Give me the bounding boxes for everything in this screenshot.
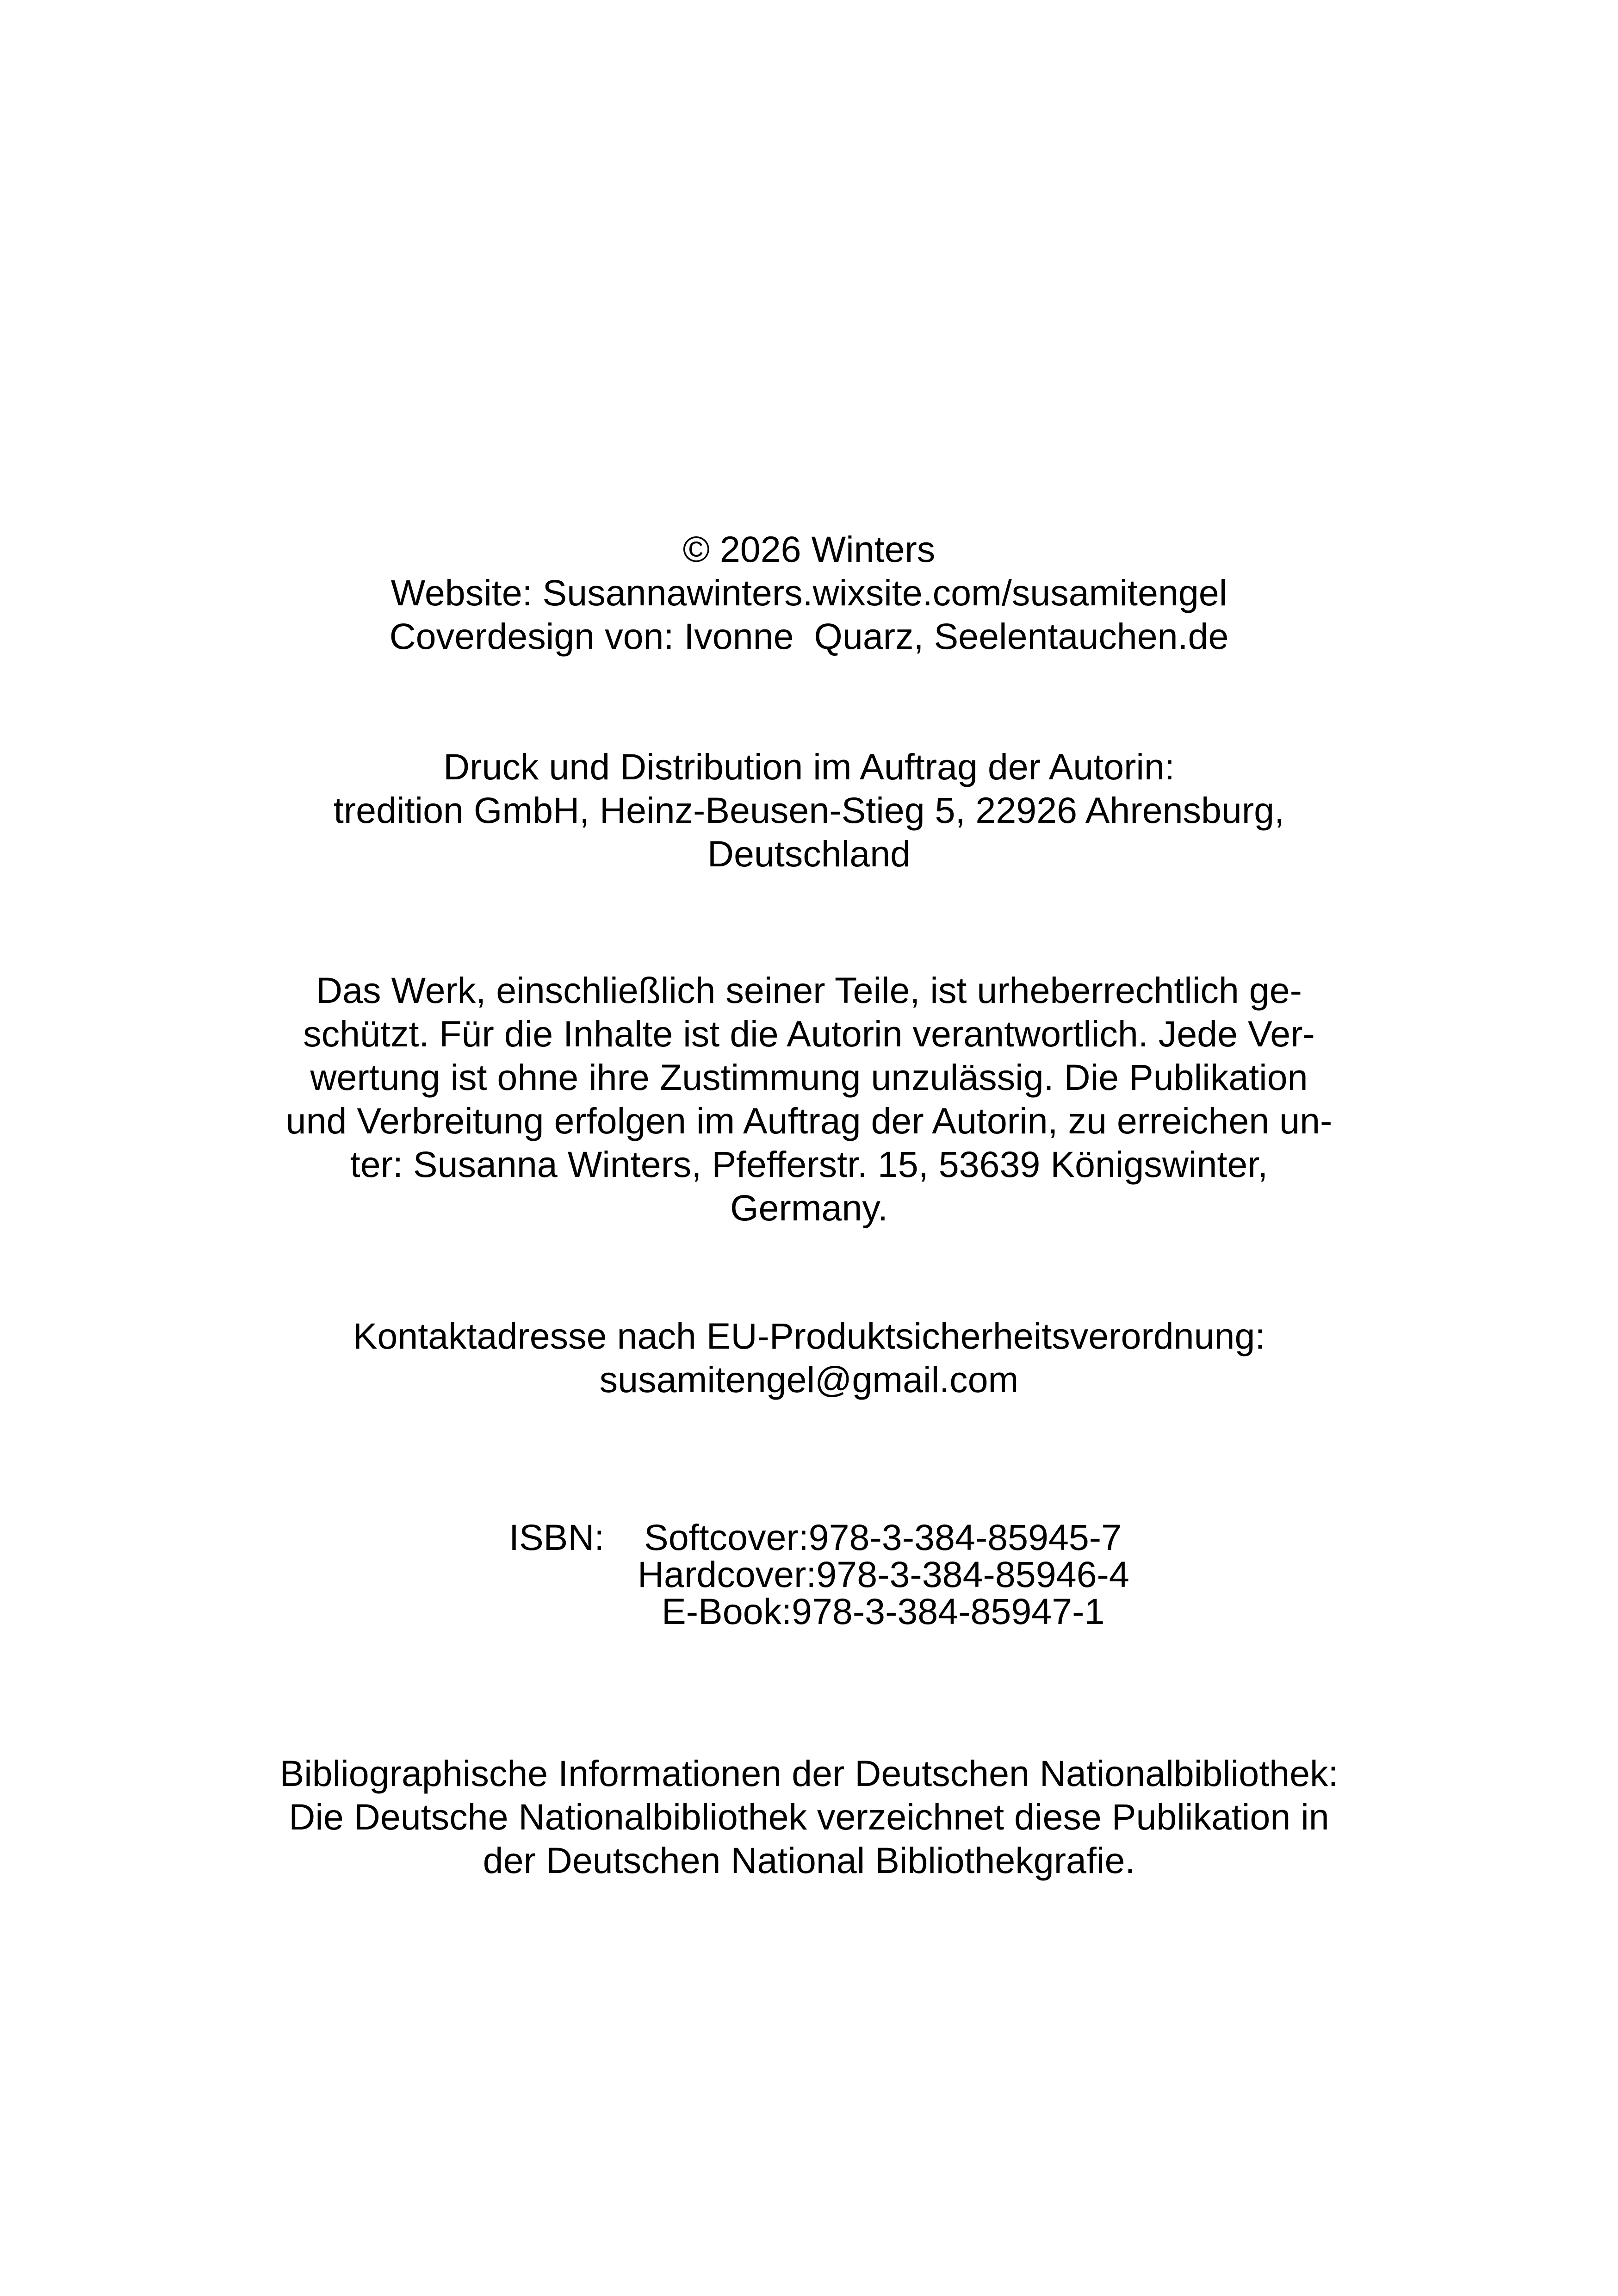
contact-block [0, 1314, 1618, 1401]
copyright-legal-notice [0, 969, 1618, 1230]
legal-line: Das Werk, einschließlich seiner Teile, ist urheberrechtlich ge- [316, 970, 1302, 1011]
website-line: Website: Susannawinters.wixsite.com/susamitengel [391, 572, 1227, 613]
publisher-country: Deutschland [707, 833, 911, 874]
copyright-block [0, 528, 1618, 658]
cover-design-credit: Coverdesign von: Ivonne Quarz, Seelentauchen.de [389, 616, 1229, 657]
isbn-block [509, 1517, 1129, 1741]
biblio-line: der Deutschen National Bibliothekgrafie. [483, 1840, 1135, 1881]
legal-line: ter: Susanna Winters, Pfefferstr. 15, 53639 Königswinter, [350, 1144, 1268, 1185]
legal-line: schützt. Für die Inhalte ist die Autorin verantwortlich. Jede Ver- [303, 1013, 1315, 1054]
legal-line: Germany. [730, 1187, 888, 1228]
isbn-softcover: Softcover:978-3-384-85945-7 [644, 1517, 1122, 1558]
legal-line: und Verbreitung erfolgen im Auftrag der Autorin, zu erreichen un- [285, 1100, 1333, 1141]
print-heading: Druck und Distribution im Auftrag der Autorin: [443, 746, 1175, 787]
copyright-notice: © 2026 Winters [682, 529, 936, 570]
isbn-hardcover: Hardcover:978-3-384-85946-4 [638, 1554, 1129, 1595]
isbn-label: ISBN: [509, 1517, 605, 1558]
bibliographic-info-block [0, 1752, 1618, 1882]
print-distribution-block [0, 745, 1618, 876]
publisher-address: tredition GmbH, Heinz-Beusen-Stieg 5, 22926 Ahrensburg, [333, 790, 1285, 831]
biblio-line: Die Deutsche Nationalbibliothek verzeichnet diese Publikation in [289, 1796, 1329, 1837]
contact-email: susamitengel@gmail.com [599, 1359, 1019, 1400]
contact-heading: Kontaktadresse nach EU-Produktsicherheitsverordnung: [353, 1315, 1265, 1356]
isbn-ebook: E-Book:978-3-384-85947-1 [662, 1591, 1105, 1632]
biblio-heading: Bibliographische Informationen der Deutschen Nationalbibliothek: [279, 1753, 1339, 1794]
legal-line: wertung ist ohne ihre Zustimmung unzulässig. Die Publikation [310, 1057, 1308, 1098]
